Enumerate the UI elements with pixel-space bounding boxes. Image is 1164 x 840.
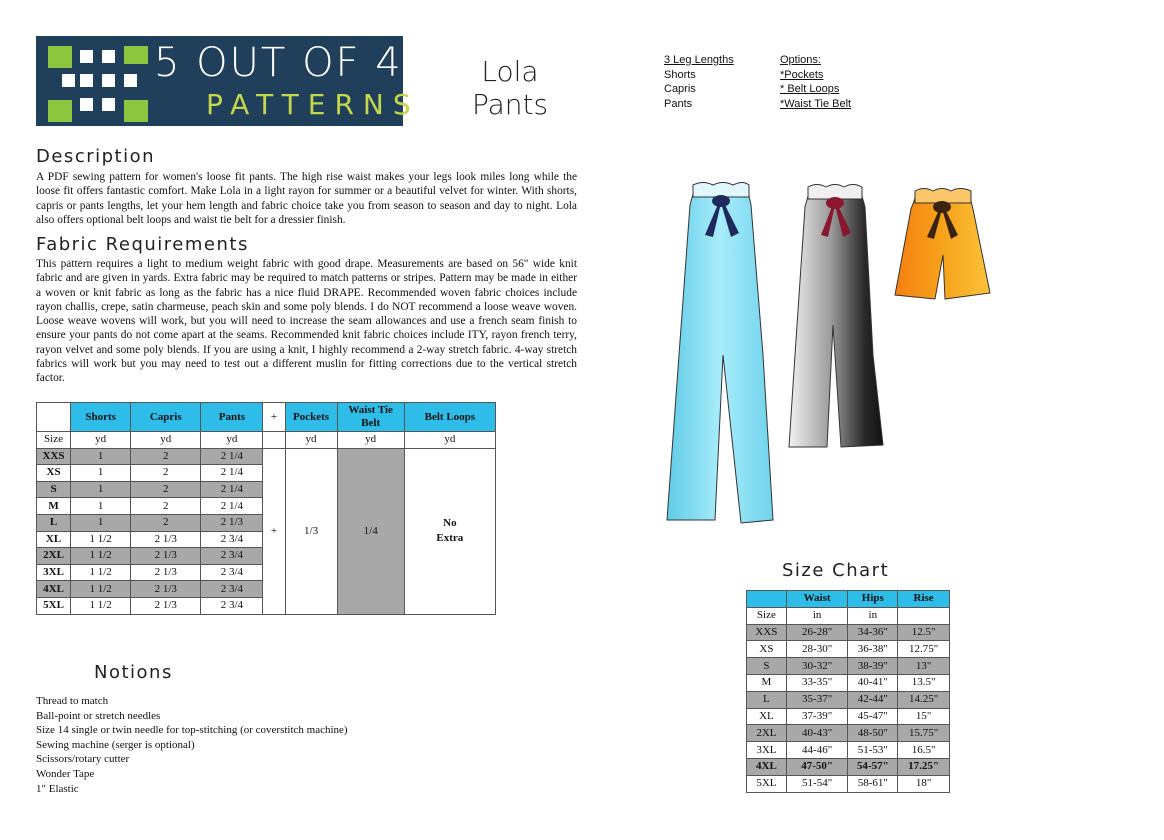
- value-cell: 2 3/4: [201, 531, 263, 548]
- logo-block-white: [102, 98, 115, 111]
- size-cell: 2XL: [747, 725, 787, 742]
- pockets-cell: 1/3: [285, 448, 337, 614]
- size-cell: L: [747, 691, 787, 708]
- value-cell: 2 3/4: [201, 548, 263, 565]
- unit-cell: Size: [747, 607, 787, 624]
- size-cell: XS: [747, 641, 787, 658]
- logo-block-white: [80, 74, 93, 87]
- logo-block-white: [102, 74, 115, 87]
- value-cell: 33-35": [786, 674, 848, 691]
- value-cell: 2 1/3: [131, 597, 201, 614]
- value-cell: 2 3/4: [201, 564, 263, 581]
- value-cell: 42-44": [848, 691, 898, 708]
- value-cell: 2: [131, 498, 201, 515]
- description-heading: Description: [36, 146, 156, 167]
- waist-tie-cell: 1/4: [337, 448, 404, 614]
- size-cell: M: [747, 674, 787, 691]
- value-cell: 1 1/2: [71, 548, 131, 565]
- belt-loops-line: Extra: [436, 532, 464, 545]
- table-row: [747, 624, 950, 641]
- fabric-paragraph: This pattern requires a light to medium weight fabric with good drape. Measurements are based on 56" wide knit fabric and are given in yards. Extra fabric may be required to match patterns or stripes. Pattern may be made in either a woven or knit fabric as long as the fabric has a nice fluid DRAPE. Recommended woven fabric choices include rayon challis, crepe, satin charmeuse, peach skin and some poly blends. I do NOT recommend a loose weave woven. Loose weave wovens will work, but you will need to increase the seam allowances and use a french seam finish to ensure your pants do not come apart at the seams. Recommended knit fabric choices include ITY, rayon french terry, rayon velvet and some poly blends. If you are using a knit, I highly recommend a 2-way stretch fabric. 4-way stretch fabrics will work but you may need to test out a different muslin for fitting corrections due to the vertical stretch factor.: [36, 258, 577, 385]
- table-row: [747, 758, 950, 775]
- value-cell: 30-32": [786, 658, 848, 675]
- table-row: [747, 708, 950, 725]
- size-cell: 5XL: [37, 597, 71, 614]
- size-cell: XXS: [37, 448, 71, 465]
- size-cell: 4XL: [747, 758, 787, 775]
- value-cell: 2 1/4: [201, 448, 263, 465]
- table-row: [747, 658, 950, 675]
- value-cell: 38-39": [848, 658, 898, 675]
- value-cell: 48-50": [848, 725, 898, 742]
- unit-cell: yd: [71, 432, 131, 449]
- header-cell: Waist Tie Belt: [337, 403, 404, 432]
- size-cell: XS: [37, 465, 71, 482]
- unit-cell: [898, 607, 950, 624]
- options: [780, 53, 851, 111]
- size-cell: M: [37, 498, 71, 515]
- size-cell: 5XL: [747, 775, 787, 792]
- unit-cell: yd: [285, 432, 337, 449]
- size-cell: 4XL: [37, 581, 71, 598]
- unit-cell: yd: [131, 432, 201, 449]
- header-cell: Waist: [786, 591, 848, 608]
- value-cell: 47-50": [786, 758, 848, 775]
- header-cell: Rise: [898, 591, 950, 608]
- pattern-title-line: Lola: [481, 55, 539, 88]
- value-cell: 12.75": [898, 641, 950, 658]
- value-cell: 36-38": [848, 641, 898, 658]
- value-cell: 13": [898, 658, 950, 675]
- value-cell: 17.25": [898, 758, 950, 775]
- leg-lengths: [664, 53, 734, 111]
- size-cell: S: [37, 481, 71, 498]
- value-cell: 15.75": [898, 725, 950, 742]
- size-cell: 3XL: [37, 564, 71, 581]
- table-row: [37, 448, 496, 465]
- value-cell: 14.25": [898, 691, 950, 708]
- value-cell: 1 1/2: [71, 581, 131, 598]
- value-cell: 1 1/2: [71, 531, 131, 548]
- belt-loops-line: No: [443, 517, 457, 530]
- notions-heading: Notions: [94, 662, 173, 683]
- value-cell: 28-30": [786, 641, 848, 658]
- value-cell: 2 1/3: [131, 548, 201, 565]
- value-cell: 54-57": [848, 758, 898, 775]
- option-item: *Waist Tie Belt: [780, 97, 852, 110]
- leg-lengths-heading: 3 Leg Lengths: [664, 54, 734, 66]
- size-cell: XXS: [747, 624, 787, 641]
- shorts-illustration: [895, 189, 990, 300]
- table-row: [747, 641, 950, 658]
- brand-logo: [36, 36, 420, 126]
- fabric-table-header: [37, 403, 496, 432]
- description-text: [36, 170, 577, 227]
- belt-loops-cell: [404, 448, 495, 614]
- logo-block-white: [62, 74, 75, 87]
- value-cell: 13.5": [898, 674, 950, 691]
- value-cell: 44-46": [786, 742, 848, 759]
- value-cell: 1: [71, 498, 131, 515]
- value-cell: 58-61": [848, 775, 898, 792]
- header-cell: [37, 403, 71, 432]
- plus-cell: +: [263, 448, 285, 614]
- table-row: [747, 691, 950, 708]
- value-cell: 2 1/4: [201, 481, 263, 498]
- brand-name: 5 OUT OF 4: [154, 40, 403, 86]
- value-cell: 40-41": [848, 674, 898, 691]
- value-cell: 51-54": [786, 775, 848, 792]
- option-item: *Pockets: [780, 68, 824, 81]
- capris-illustration: [789, 185, 883, 448]
- value-cell: 2 3/4: [201, 597, 263, 614]
- table-row: [747, 742, 950, 759]
- value-cell: 40-43": [786, 725, 848, 742]
- pants-illustration: [667, 183, 773, 524]
- notion-item: Sewing machine (serger is optional): [36, 738, 195, 751]
- logo-block-white: [102, 50, 115, 63]
- table-row: [747, 674, 950, 691]
- value-cell: 45-47": [848, 708, 898, 725]
- value-cell: 34-36": [848, 624, 898, 641]
- notion-item: Ball-point or stretch needles: [36, 709, 161, 722]
- leg-length-item: Pants: [664, 97, 693, 110]
- size-cell: L: [37, 514, 71, 531]
- value-cell: 26-28": [786, 624, 848, 641]
- value-cell: 2 3/4: [201, 581, 263, 598]
- notion-item: 1" Elastic: [36, 782, 79, 795]
- value-cell: 2 1/3: [131, 581, 201, 598]
- logo-block-green: [124, 100, 148, 122]
- header-cell: +: [263, 403, 285, 432]
- leg-length-item: Shorts: [664, 68, 696, 81]
- size-chart-units: [747, 607, 950, 624]
- value-cell: 12.5": [898, 624, 950, 641]
- header-cell: Hips: [848, 591, 898, 608]
- value-cell: 1: [71, 514, 131, 531]
- logo-block-green: [48, 46, 72, 68]
- value-cell: 2 1/3: [131, 531, 201, 548]
- value-cell: 1: [71, 465, 131, 482]
- unit-cell: yd: [337, 432, 404, 449]
- table-row: [747, 775, 950, 792]
- value-cell: 16.5": [898, 742, 950, 759]
- size-chart-heading: Size Chart: [782, 560, 890, 581]
- value-cell: 1: [71, 448, 131, 465]
- notion-item: Thread to match: [36, 695, 109, 707]
- fabric-table: [36, 402, 496, 615]
- value-cell: 18": [898, 775, 950, 792]
- table-row: [747, 725, 950, 742]
- logo-block-white: [124, 74, 137, 87]
- fabric-table-units: [37, 432, 496, 449]
- logo-block-white: [80, 98, 93, 111]
- value-cell: 35-37": [786, 691, 848, 708]
- value-cell: 1 1/2: [71, 597, 131, 614]
- value-cell: 15": [898, 708, 950, 725]
- notion-item: Wonder Tape: [36, 767, 95, 780]
- value-cell: 37-39": [786, 708, 848, 725]
- notion-item: Size 14 single or twin needle for top-stitching (or coverstitch machine): [36, 724, 348, 737]
- header-cell: Pants: [201, 403, 263, 432]
- notions-list: [36, 694, 348, 796]
- value-cell: 2 1/4: [201, 465, 263, 482]
- size-chart-header: [747, 591, 950, 608]
- option-item: * Belt Loops: [780, 83, 840, 95]
- header-cell: Capris: [131, 403, 201, 432]
- unit-cell: [263, 432, 285, 449]
- size-cell: XL: [747, 708, 787, 725]
- value-cell: 2: [131, 465, 201, 482]
- value-cell: 2 1/4: [201, 498, 263, 515]
- size-cell: 3XL: [747, 742, 787, 759]
- value-cell: 2 1/3: [131, 564, 201, 581]
- pants-illustrations: [655, 175, 1000, 535]
- brand-tagline: PATTERNS: [206, 88, 420, 121]
- fabric-text: [36, 257, 577, 386]
- value-cell: 2: [131, 514, 201, 531]
- value-cell: 1 1/2: [71, 564, 131, 581]
- value-cell: 2 1/3: [201, 514, 263, 531]
- value-cell: 1: [71, 481, 131, 498]
- size-cell: S: [747, 658, 787, 675]
- unit-cell: yd: [404, 432, 495, 449]
- size-cell: 2XL: [37, 548, 71, 565]
- unit-cell: in: [848, 607, 898, 624]
- size-chart-table: [746, 590, 950, 793]
- value-cell: 51-53": [848, 742, 898, 759]
- unit-cell: yd: [201, 432, 263, 449]
- header-cell: [747, 591, 787, 608]
- header-cell: Shorts: [71, 403, 131, 432]
- logo-block-white: [80, 50, 93, 63]
- pattern-title-line: Pants: [471, 88, 549, 121]
- unit-cell: Size: [37, 432, 71, 449]
- header-cell: Pockets: [285, 403, 337, 432]
- leg-length-item: Capris: [664, 83, 696, 95]
- value-cell: 2: [131, 448, 201, 465]
- notion-item: Scissors/rotary cutter: [36, 753, 130, 766]
- pattern-title: [455, 55, 565, 121]
- unit-cell: in: [786, 607, 848, 624]
- logo-block-green: [48, 100, 72, 122]
- value-cell: 2: [131, 481, 201, 498]
- options-heading: Options:: [780, 54, 821, 66]
- fabric-heading: Fabric Requirements: [36, 234, 249, 255]
- description-paragraph: A PDF sewing pattern for women's loose fit pants. The high rise waist makes your legs look miles long while the loose fit offers fantastic comfort. Make Lola in a light rayon for summer or a beautiful velvet for winter. With shorts, capris or pants lengths, let your hem length and fabric choice take you from season to season and day to night. Lola also offers optional belt loops and waist tie belt for a dressier finish.: [36, 171, 577, 226]
- logo-block-green: [124, 46, 148, 64]
- size-cell: XL: [37, 531, 71, 548]
- header-cell: Belt Loops: [404, 403, 495, 432]
